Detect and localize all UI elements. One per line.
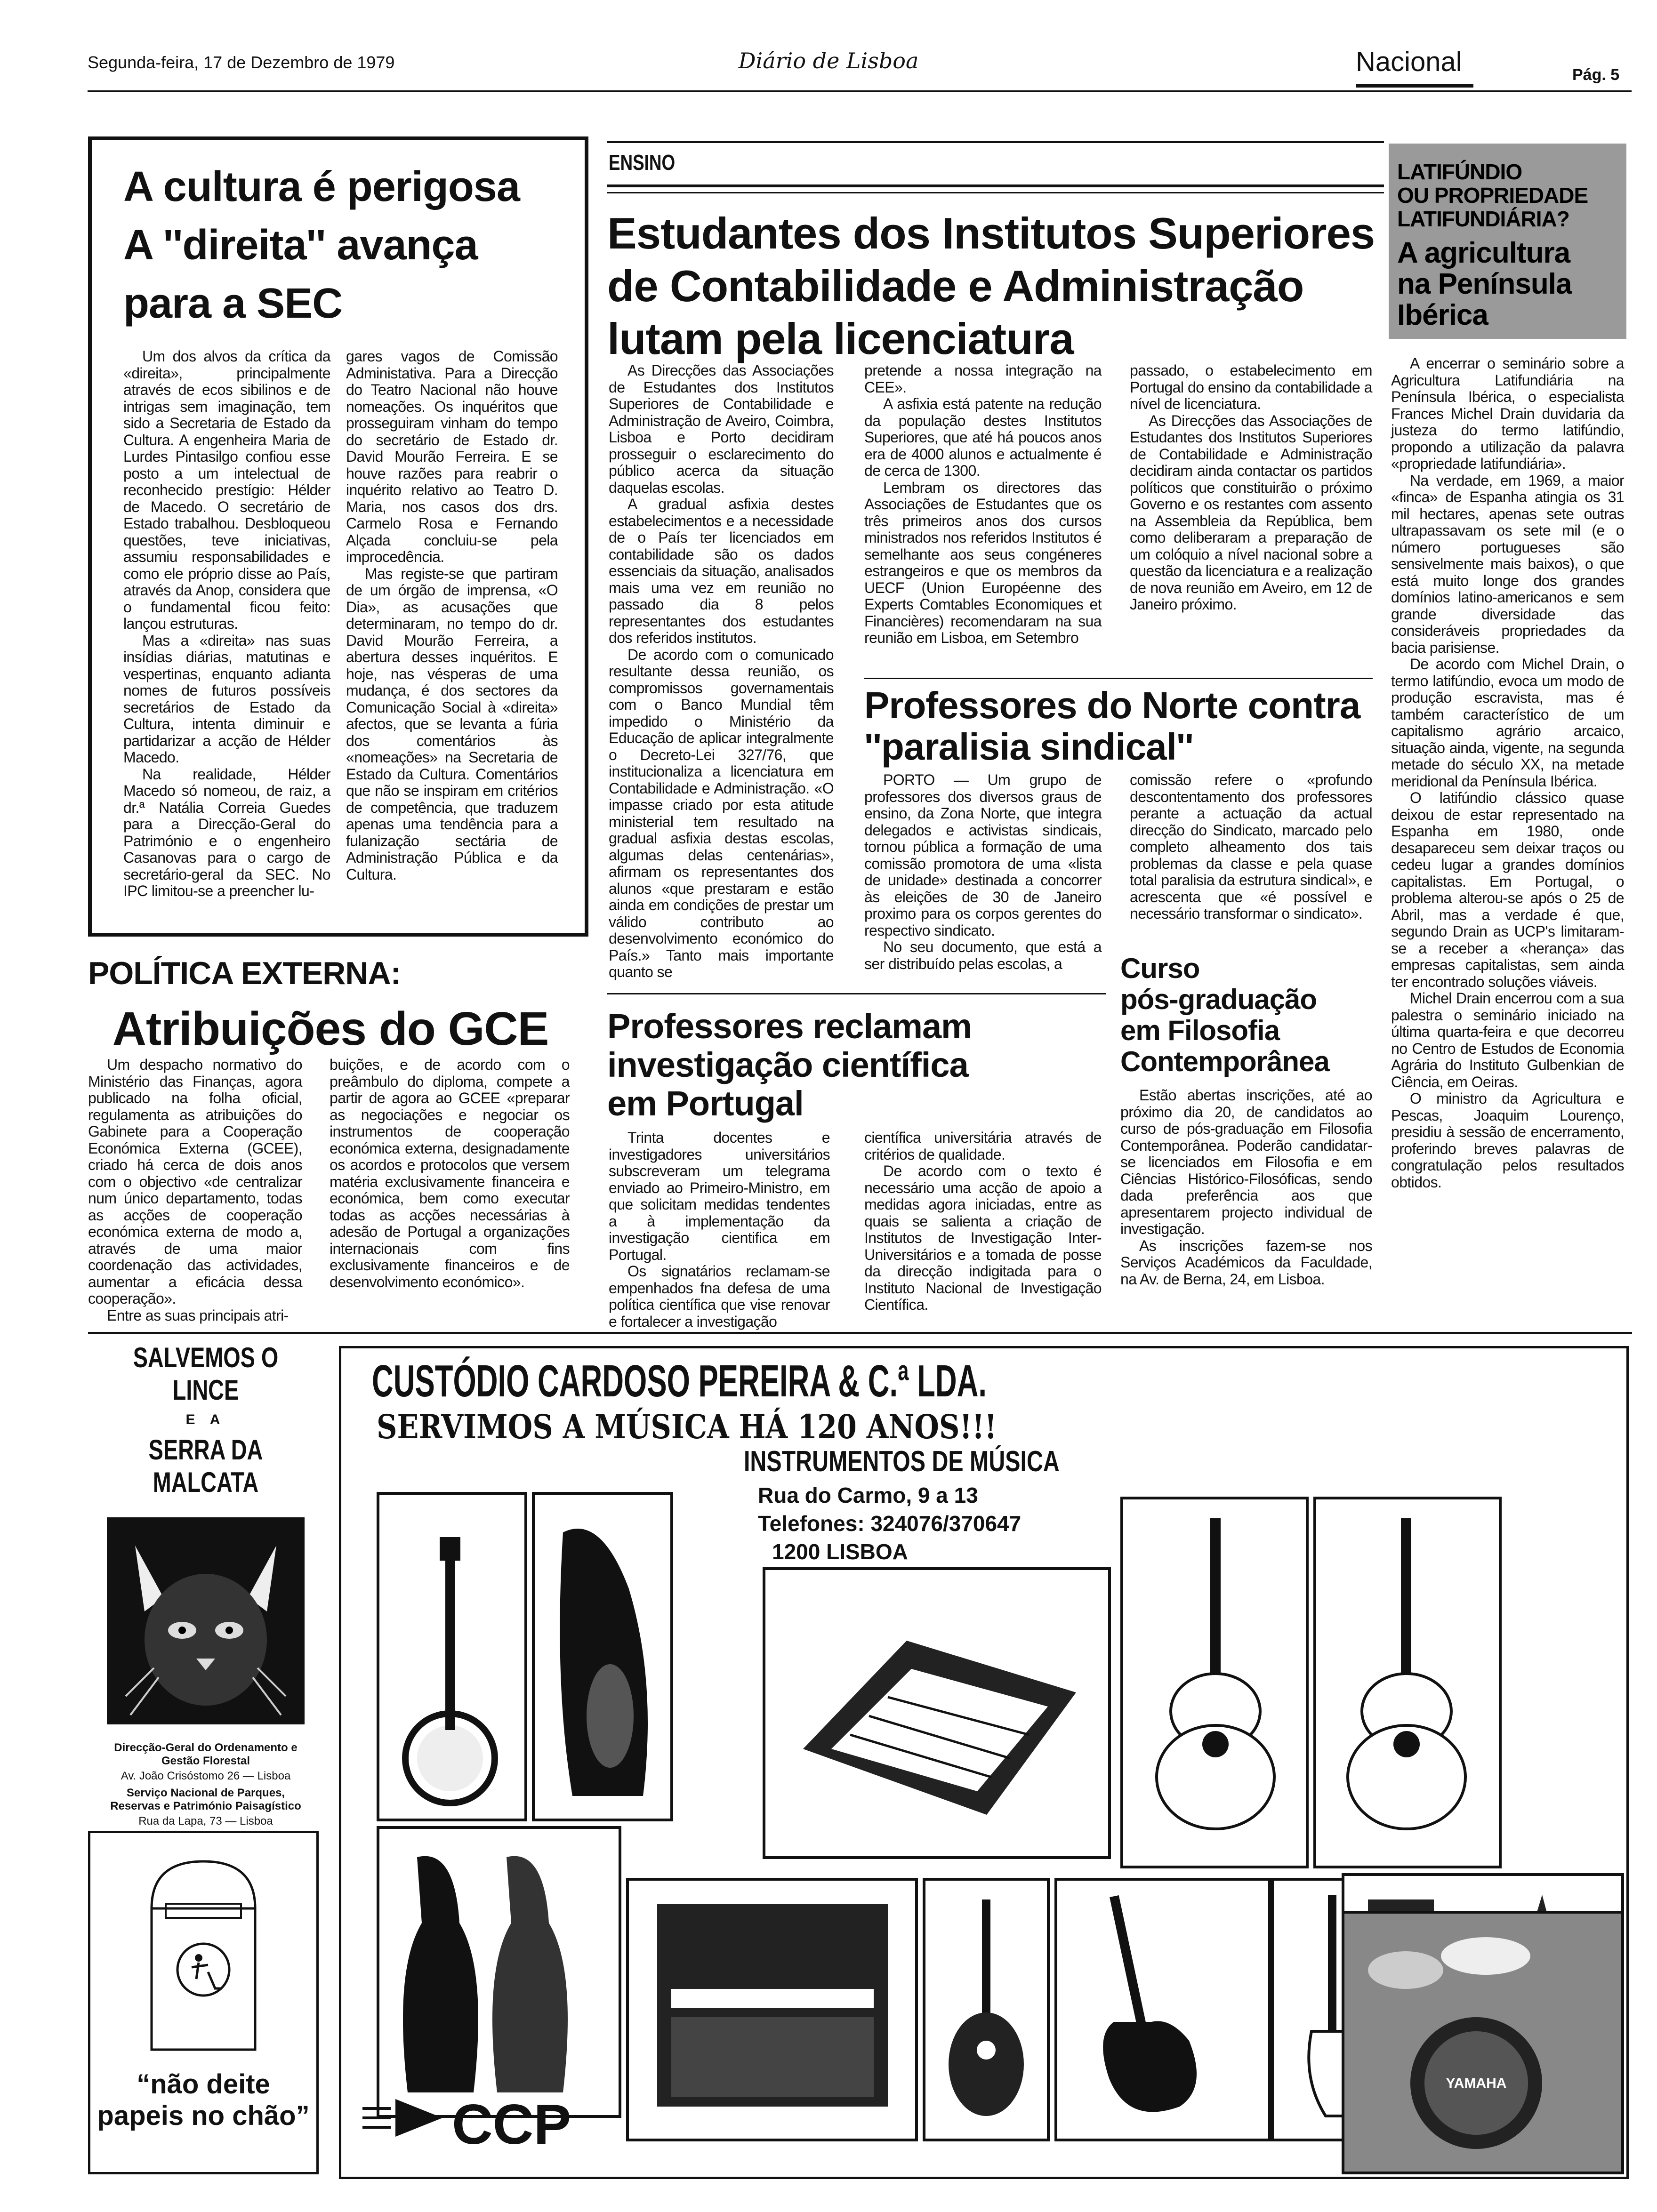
paragraph: gares vagos de Comissão Administativa. Para a Direcção do Teatro Nacional não houve nomeações. Os inquéritos que prosseguiram vinham do tempo do secretário de Estado dr. David Mourão Ferreira. E se houve razões para reabrir o inquérito relativo ao Teatro D. Maria, nos casos dos drs. Carmelo Rosa e Fernando Alçada concluiu-se pela improcedência. <box>346 348 558 565</box>
ccp-logo-text: CCP <box>452 2093 571 2156</box>
kicker-line: LATIFUNDIÁRIA? <box>1397 207 1569 231</box>
papeis-ad-line1: “não deite <box>137 2069 270 2100</box>
latifundio-column <box>1391 355 1624 1191</box>
ensino-label-rule <box>607 184 1384 187</box>
investigacao-headline <box>607 1007 972 1123</box>
headline-line: A agricultura <box>1397 237 1570 269</box>
lince-ad <box>88 1341 323 1827</box>
culture-column-2 <box>346 348 558 883</box>
investigacao-top-rule <box>607 993 1106 994</box>
investigacao-column-2 <box>864 1130 1102 1314</box>
paragraph: De acordo com o comunicado resultante dessa reunião, os compromissos governamentais com o Banco Mundial têm impedido o Ministério da Educação de aplicar integralmente o Decreto-Lei 327/76, que institucionaliza a licenciatura em Contabilidade e Administração. «O impasse criado por esta atitude ministerial tem resultado na gradual asfixia destas escolas, algumas delas centenárias», afirmam os representantes dos alunos «que prestaram e estão ainda em condições de prestar um válido contributo ao desenvolvimento económico do País.» Tanto mais importante quanto se <box>609 646 834 980</box>
paragraph: Os signatários reclamam-se empenhados fna defesa de uma política científica que vise renovar e fortalecer a investigação <box>609 1263 830 1330</box>
music-ad-subtitle: INSTRUMENTOS DE MÚSICA <box>744 1445 1060 1478</box>
kicker-line: LATIFÚNDIO <box>1397 160 1522 184</box>
section-underline <box>1356 84 1473 88</box>
lince-ad-org1: Direcção-Geral do Ordenamento e Gestão Florestal <box>114 1741 298 1767</box>
gce-headline: Atribuições do GCE <box>112 1002 549 1055</box>
papeis-ad <box>88 1831 319 2174</box>
ensino-top-rule <box>607 141 1384 143</box>
curso-column <box>1120 1087 1372 1288</box>
masthead: Diário de Lisboa <box>738 48 919 73</box>
paragraph: Na realidade, Hélder Macedo só nomeou, de raiz, a dr.ª Natália Correia Guedes para a Direcção-Geral do Património e o engenheiro Casanovas para o cargo de secretário-geral da SEC. No IPC limitou-se a preencher lu- <box>123 765 330 899</box>
headline-line: A cultura é perigosa <box>123 163 520 210</box>
lince-ad-line1: SALVEMOS O LINCE <box>133 1342 279 1406</box>
music-ad-city: 1200 LISBOA <box>772 1539 908 1564</box>
headline-line: lutam pela licenciatura <box>607 314 1074 363</box>
section-name: Nacional <box>1356 47 1462 77</box>
latifundio-headline <box>1397 238 1571 331</box>
paragraph: No seu documento, que está a ser distribuído pelas escolas, a <box>864 938 1102 972</box>
headline-line: Curso <box>1120 953 1200 984</box>
gce-column-1 <box>88 1057 302 1324</box>
paragraph: pretende a nossa integração na CEE». <box>864 362 1102 396</box>
headline-line: investigação científica <box>607 1045 968 1084</box>
paragraph: De acordo com o texto é necessário uma acção de apoio a medidas agora iniciadas, entre as quais se salienta a criação de Institutos de Investigação Inter-Universitários e a tomada de posse da direcção indigitada para o Instituto Nacional de Investigação Científica. <box>864 1162 1102 1313</box>
paragraph: Michel Drain encerrou com a sua palestra o seminário iniciado na última quarta-feira e que decorreu no Centro de Estudos de Economia Agrária do Instituto Gulbenkian de Ciência, em Oeiras. <box>1391 990 1624 1090</box>
paragraph: Um dos alvos da crítica da «direita», principalmente através de ecos sibilinos e de intrigas sem imaginação, tem sido a Secretaria de Estado da Cultura. A engenheira Maria de Lurdes Pintasilgo confiou esse posto a um intelectual de reconhecido prestígio: Hélder de Macedo. O secretário de Estado trabalhou. Desbloqueou questões, teve iniciativas, assumiu responsabilidades e como ele próprio disse ao País, através da Anop, considera que o fundamental ficou feito: lançou estruturas. <box>123 348 330 632</box>
kicker-line: OU PROPRIEDADE <box>1397 183 1588 208</box>
paragraph: A gradual asfixia destes estabelecimentos e a necessidade de o País ter licenciados em contabilidade são os dados essenciais da situação, analisados mais uma vez em reunião no passado dia 8 pelos representantes dos estudantes dos referidos institutos. <box>609 496 834 646</box>
ads-divider-rule <box>88 1332 1632 1334</box>
paragraph: O ministro da Agricultura e Pescas, Joaquim Lourenço, presidiu à sessão de encerramento, proferindo breves palavras de congratulação pelos resultados obtidos. <box>1391 1090 1624 1191</box>
lince-ad-addr1: Av. João Crisóstomo 26 — Lisboa <box>121 1770 291 1782</box>
headline-line: em Portugal <box>607 1084 804 1123</box>
acoustic-guitar-photo-2 <box>1313 1497 1502 1868</box>
paragraph: comissão refere o «profundo descontentamento dos professores perante a actuação da actual direcção do Sindicato, marcado pelo completo alheamento dos tais problemas da classe e pela quase total paralisia da estrutura sindical», e acrescenta que «é possível e necessário transformar o sindicato». <box>1130 771 1372 922</box>
paragraph: Mas a «direita» nas suas insídias diárias, matutinas e vespertinas, enquanto adianta nomes de futuros possíveis secretários de Estado da Cultura, intenta diminuir e partidarizar a acção de Hélder Macedo. <box>123 632 330 766</box>
music-ad-slogan: SERVIMOS A MÚSICA HÁ 120 ANOS!!! <box>377 1407 997 1446</box>
headline-line: em Filosofia <box>1120 1015 1280 1046</box>
ensino-headline <box>607 207 1375 365</box>
paragraph: Estão abertas inscrições, até ao próximo dia 20, de candidatos ao curso de pós-graduação em Filosofia Contemporânea. Poderão candidatar-se licenciados em Filosofia e em Ciências Histórico-Filosóficas, sendo dada preferência aos que apresentarem projecto individual de investigação. <box>1120 1087 1372 1237</box>
lynx-illustration <box>107 1517 305 1724</box>
paragraph: As inscrições fazem-se nos Serviços Académicos da Faculdade, na Av. de Berna, 24, em Lisboa. <box>1120 1237 1372 1288</box>
electric-guitar-photo <box>1054 1878 1271 2141</box>
paragraph: O latifúndio clássico quase deixou de estar representado na Espanha em 1980, onde desapareceu sem deixar traços ou cedeu lugar a grandes domínios capitalistas. Em Portugal, o problema alterou-se após o 25 de Abril, mas a verdade é que, segundo Drain as UCP's limitaram-se a receber a «herança» das empresas capitalistas, sem ainda ter encontrado soluções viáveis. <box>1391 789 1624 990</box>
upright-piano-photo <box>626 1878 918 2141</box>
headline-line: ''paralisia sindical'' <box>864 726 1193 768</box>
lince-ad-line2: E A <box>185 1412 226 1427</box>
headline-line: A ''direita'' avança <box>123 222 478 269</box>
litter-bin-illustration <box>133 1852 274 2059</box>
curso-headline <box>1120 953 1329 1077</box>
music-ad-address: Rua do Carmo, 9 a 13 <box>758 1483 978 1507</box>
paragraph: A encerrar o seminário sobre a Agricultura Latifundiária na Península Ibérica, o especialista Frances Michel Drain duvidaria da justeza do termo latifúndio, propondo a utilização da palavra «propriedade latifundiária». <box>1391 355 1624 472</box>
paragraph: Mas registe-se que partiram de um órgão de imprensa, «O Dia», as acusações que determinaram, no tempo do dr. David Mourão Ferreira, a abertura desses inquéritos. E hoje, nas vésperas de uma mudança, é dos sectores da Comunicação Social à «direita» afectos, que se levanta a fúria dos comentários às «nomeações» na Secretaria de Estado da Cultura. Comentários que não se inspiram em critérios de competência, que traduzem apenas uma tendência para a fulanização sectária de Administração Pública e da Cultura. <box>346 565 558 883</box>
paragraph: Entre as suas principais atri- <box>107 1306 289 1324</box>
latifundio-kicker <box>1397 160 1588 231</box>
headline-line: Ibérica <box>1397 299 1488 331</box>
investigacao-column-1 <box>609 1130 830 1330</box>
lince-ad-line3: SERRA DA MALCATA <box>148 1434 263 1498</box>
page-date: Segunda-feira, 17 de Dezembro de 1979 <box>88 53 395 72</box>
lince-ad-addr2: Rua da Lapa, 73 — Lisboa <box>138 1815 273 1827</box>
paragraph: Trinta docentes e investigadores universitários subscreveram um telegrama enviado ao Primeiro-Ministro, em que solicitam medidas tendentes a à implementação da investigação cientifica em Portugal. <box>609 1129 830 1263</box>
headline-line: Contemporânea <box>1120 1046 1329 1077</box>
headline-line: Professores reclamam <box>607 1007 972 1046</box>
paragraph: científica universitária através de critérios de qualidade. <box>864 1129 1102 1163</box>
headline-line: pós-graduação <box>1120 984 1317 1015</box>
page-number: Pág. 5 <box>1572 66 1620 84</box>
paragraph: De acordo com Michel Drain, o termo latifúndio, evoca um modo de produção escravista, mas é também característico de um capitalismo agrário arcaico, situação ainda, vigente, na segunda metade do século XX, na metade meridional da Península Ibérica. <box>1391 656 1624 790</box>
lince-ad-org2: Serviço Nacional de Parques, Reservas e Património Paisagístico <box>110 1787 301 1812</box>
paragraph: As Direcções das Associações de Estudantes dos Institutos Superiores de Contabilidade e Administração de Aveiro, Coimbra, Lisboa e Porto decidiram prosseguir o esclarecimento do público acerca da situação daquelas escolas. <box>609 362 834 496</box>
culture-column-1 <box>123 348 330 900</box>
drum-kit-photo <box>1342 1911 1624 2174</box>
gce-kicker: POLÍTICA EXTERNA: <box>88 955 401 991</box>
paragraph: As Direcções das Associações de Estudantes dos Institutos Superiores de Contabilidade e Administração decidiram ainda contactar os partidos políticos que constituirão o próximo Governo e os restantes com assento na Assembleia da República, bem como deliberaram a preparação de um colóquio a nível nacional sobre a questão da licenciatura e a realização de nova reunião em Aveiro, em 12 de Janeiro próximo. <box>1130 412 1372 613</box>
culture-headline <box>123 158 520 333</box>
paragraph: passado, o estabelecimento em Portugal do ensino da contabilidade a nível de licenciatura. <box>1130 362 1372 412</box>
ensino-label-rule-2 <box>607 192 1384 193</box>
papeis-ad-line2: papeis no chão” <box>97 2100 310 2131</box>
keyboard-photo <box>763 1567 1111 1859</box>
headline-line: na Península <box>1397 268 1572 300</box>
norte-headline <box>864 685 1360 768</box>
violin-case-photo <box>532 1492 673 1821</box>
headline-line: Estudantes dos Institutos Superiores <box>607 208 1375 258</box>
headline-line: de Contabilidade e Administração <box>607 261 1304 311</box>
header-rule <box>88 90 1632 92</box>
ensino-column-2 <box>864 362 1102 647</box>
mandolin-photo <box>923 1878 1050 2141</box>
acoustic-guitar-photo-1 <box>1120 1497 1309 1868</box>
ccp-logo <box>358 2071 574 2165</box>
headline-line: Professores do Norte contra <box>864 684 1360 726</box>
norte-column-2 <box>1130 772 1372 922</box>
paragraph: Um despacho normativo do Ministério das Finanças, agora publicado na folha oficial, regulamenta as atribuições do Gabinete para a Cooperação Económica Externa (GCEE), criado há cerca de dois anos com o objectivo «de centralizar num único departamento, todas as acções de cooperação económica externa de modo a, através de uma maior coordenação das actividades, aumentar a eficácia dessa cooperação». <box>88 1056 302 1307</box>
ensino-label: ENSINO <box>609 150 676 175</box>
paragraph: Lembram os directores das Associações de Estudantes que os três primeiros anos dos cursos ministrados nos referidos Institutos é semelhante aos seus congéneres estrangeiros e que os membros da UECF (Union Européenne des Experts Comtables Economiques et Financières) recomendaram na sua reunião em Lisboa, em Setembro <box>864 479 1102 646</box>
norte-column-1 <box>864 772 1102 972</box>
banjo-photo <box>377 1492 527 1821</box>
paragraph: buições, e de acordo com o preâmbulo do diploma, compete a partir de agora ao GCEE «preparar as negociações e negociar os instrumentos de cooperação económica externa, designadamente os acordos e protocolos que versem matéria exclusivamente financeira e económica, bem como executar todas as acções necessárias à adesão de Portugal a organizações internacionais com fins exclusivamente financeiros e de desenvolvimento económico». <box>330 1056 570 1290</box>
music-ad-company: CUSTÓDIO CARDOSO PEREIRA & C.ª LDA. <box>372 1356 987 1406</box>
headline-line: para a SEC <box>123 280 343 327</box>
ensino-column-1 <box>609 362 834 981</box>
ensino-column-3 <box>1130 362 1372 613</box>
paragraph: Na verdade, em 1969, a maior «finca» de Espanha atingia os 31 mil hectares, apenas sete outras ultrapassavam os sete mil (e o número portugueses são sensivelmente mais baixos), o que está muito longe dos grandes domínios latino-americanos e sem grande diversidade das consideráveis propriedades da bacia parisiense. <box>1391 472 1624 656</box>
drum-brand: YAMAHA <box>1446 2076 1507 2091</box>
music-ad-phones: Telefones: 324076/370647 <box>758 1511 1022 1536</box>
ensino-bottom-rule <box>864 678 1373 679</box>
gce-column-2 <box>330 1057 570 1290</box>
paragraph: PORTO — Um grupo de professores dos diversos graus de ensino, da Zona Norte, que integra delegados e activistas sindicais, tornou pública a formação de uma comissão promotora de uma «lista de unidade» destinada a concorrer às eleições de 30 de Janeiro proximo para os corpos gerentes do respectivo sindicato. <box>864 771 1102 939</box>
paragraph: A asfixia está patente na redução da população destes Institutos Superiores, que até há poucos anos era de 4000 alunos e actualmente é de cerca de 1300. <box>864 395 1102 479</box>
